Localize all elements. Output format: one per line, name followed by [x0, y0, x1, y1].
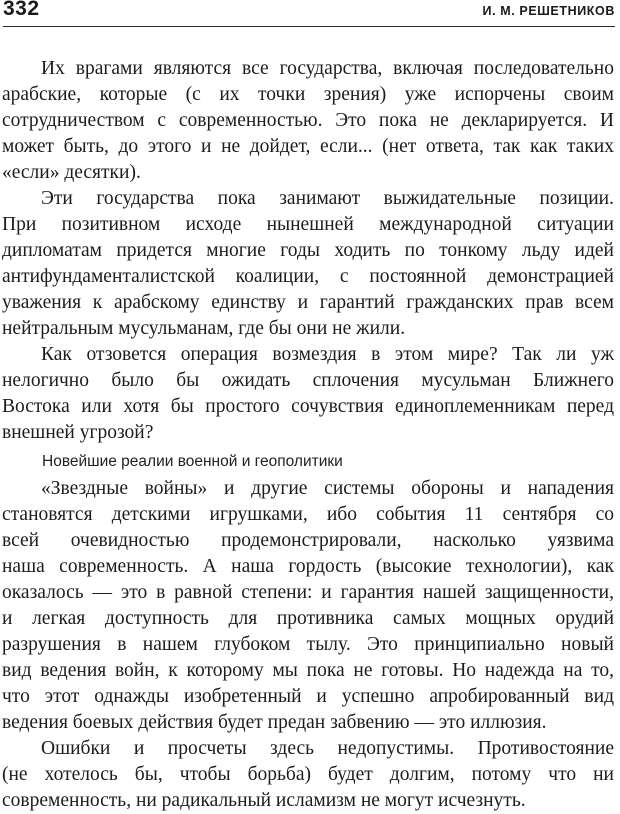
text-line: внешней угрозой? [2, 422, 154, 443]
text-line: (не хотелось бы, чтобы борьба) будет долгим, потому что ни [2, 764, 614, 785]
text-line: что этот однажды изобретенный и успешно апробированный вид [2, 686, 614, 707]
text-line: сотрудничеством с современностью. Это пока не декларируется. И [2, 110, 614, 131]
section-subheading: Новейшие реалии военной и геополитики [42, 453, 343, 470]
running-head-author: И. М. РЕШЕТНИКОВ [482, 4, 615, 18]
text-line: Эти государства пока занимают выжидательные позиции. [41, 188, 614, 209]
text-line: нелогично было бы ожидать сплочения мусульман Ближнего [2, 370, 614, 391]
text-line: Ошибки и просчеты здесь недопустимы. Противостояние [41, 738, 614, 759]
running-head [3, 0, 615, 24]
text-line: нейтральным мусульманам, где бы они не жили. [2, 318, 406, 339]
text-line: «если» десятки). [2, 162, 141, 183]
text-line: и легкая доступность для противника самых мощных орудий [2, 608, 614, 629]
text-line: оказалось — это в равной степени: и гарантия нашей защищенности, [2, 582, 614, 603]
text-line: ведения боевых действия будет предан забвению — это иллюзия. [2, 712, 547, 733]
text-line: Как отзовется операция возмездия в этом мире? Так ли уж [41, 344, 614, 365]
text-line: всей очевидностью продемонстрировали, насколько уязвима [2, 530, 614, 551]
text-line: современность, ни радикальный исламизм не могут исчезнуть. [2, 790, 526, 811]
text-line: вид ведения войн, к которому мы пока не готовы. Но надежда на то, [2, 660, 614, 681]
page-number: 332 [3, 0, 40, 20]
text-line: дипломатам придется многие годы ходить по тонкому льду идей [2, 240, 614, 261]
body-text-section-1 [2, 56, 614, 446]
text-line: уважения к арабскому единству и гарантий гражданских прав всем [2, 292, 614, 313]
text-line: При позитивном исходе нынешней международной ситуации [2, 214, 614, 235]
text-line: разрушения в нашем глубоком тылу. Это принципиально новый [2, 634, 614, 655]
text-line: Востока или хотя бы простого сочувствия единоплеменникам перед [2, 396, 614, 417]
text-line: наша современность. А наша гордость (высокие технологии), как [2, 556, 614, 577]
text-line: становятся детскими игрушками, ибо события 11 сентября со [2, 504, 614, 525]
text-line: «Звездные войны» и другие системы обороны и нападения [41, 478, 614, 499]
text-line: может быть, до этого и не дойдет, если... (нет ответа, так как таких [2, 136, 614, 157]
header-rule [3, 26, 615, 27]
text-line: арабские, которые (с их точки зрения) уже испорчены своим [2, 84, 614, 105]
text-line: антифундаменталистской коалиции, с постоянной демонстрацией [2, 266, 614, 287]
body-text-section-2 [2, 476, 614, 814]
text-line: Их врагами являются все государства, включая последовательно [41, 58, 614, 79]
